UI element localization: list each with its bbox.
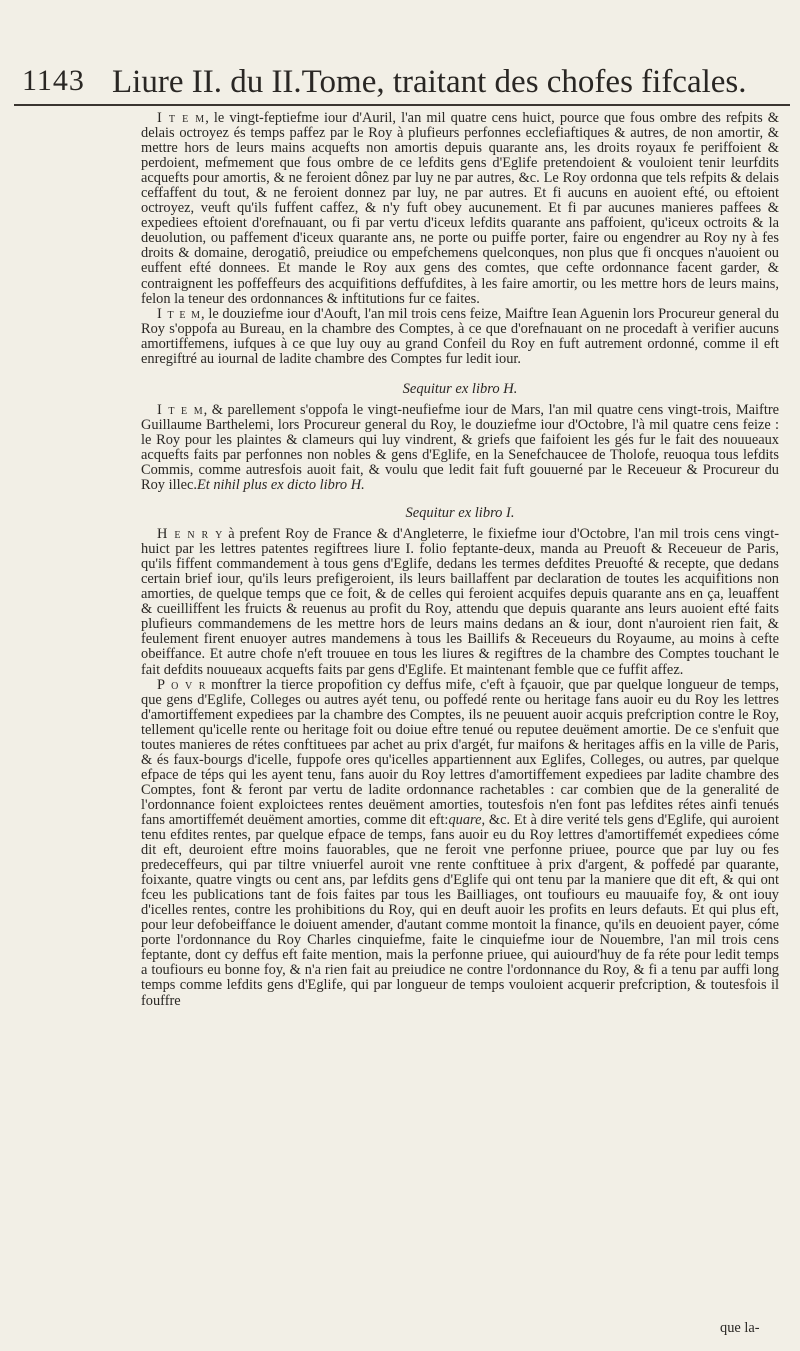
paragraph-lead: H e n r y bbox=[157, 526, 224, 543]
header-rule bbox=[14, 104, 790, 106]
paragraph-lead: I t e m bbox=[157, 401, 204, 418]
paragraph-lead: P o v r bbox=[157, 676, 207, 693]
section-heading-i: Sequitur ex libro I. bbox=[405, 505, 515, 522]
paragraph-item-2 bbox=[141, 307, 779, 367]
paragraph-text-continued: , &c. Et à dire verité tels gens d'Eglife, qui auroient tenu efdites rentes, par quelque efpace de temps, fans auoir eu du Roy lettres d'amortiffemét expediees cóme dit eft, deuroient eftre moins fauorables, que ne feroit vne perfonne priuee, pource que par luy ou fes predeceffeurs, qui par tiltre vniuerfel auroit vne rente conftituee à prix d'argent, & poffedé par quarante, foixante, quatre vingts ou cent ans, par lefdits gens d'Eglife qui ont tenu par la maniere que dit eft, & qui ont fceu les publications tant de fois faites par tous les Bailliages, ont toufiours eu mauuaife foy, & ont iouy d'icelles rentes, contre les prohibitions du Roy, qui en deuft auoir les profits en leurs defauts. Et qui plus eft, pour leur defobeiffance le doiuent amender, d'autant comme montoit la finance, qu'ils en deuoient payer, cóme porte l'ordonnance du Roy Charles cinquiefme, faite le cinquiefme iour de Nouembre, l'an mil trois cens feptante, dont cy deffus eft faite mention, mais la perfonne priuee, qui auiourd'huy de fa réte pour ledit temps a toufiours eu bonne foy, & n'a rien fait au preiudice ne contre l'ordonnance du Roy, & fi a tenu par auffi long temps comme lefdits gens d'Eglife, qui par longueur de temps vouloient acquerir prefcription, & toutesfois il fouffre bbox=[141, 811, 779, 1009]
paragraph-lead: I t e m bbox=[157, 305, 202, 322]
running-header bbox=[0, 0, 800, 110]
paragraph-tail: Et nihil plus ex dicto libro H. bbox=[196, 477, 365, 494]
paragraph-text: monftrer la tierce propofition cy deffus mife, c'eft à fçauoir, que par quelque longueur de temps, que gens d'Eglife, Colleges ou autres ayét tenu, ou poffedé rente ou heritage fans auoir eu du Roy les lettres d'amortiffement expediees par la chambre des Comptes, ils ne peuuent auoir acquis prefcription contre le Roy, tellement qu'icelle rente ou heritage foit ou doiue eftre tenué ou reputee deuëment amortie. De ce s'enfuit que toutes manieres de rétes conftituees par achet au prix d'argét, fur maifons & heritages affis en la ville de Paris, & és faux-bourgs d'icelle, fuppofe ores qu'icelles appartiennent aux Eglifes, Colleges, ou autres, par quelque efpace de téps qui les ayent tenu, fans auoir du Roy lettres d'amortiffement expediees par ladite chambre des Comptes, font & feront par vertu de ladite ordonnance rachetables : car combien que de la generalité de l'ordonnance foient exploictees rentes deuëment amorties, toutesfois n'en font pas lefdites rétes ainfi tenués fans amortiffemét deuëment amorties, comme dit eft: bbox=[141, 676, 779, 828]
paragraph-text: , le vingt-feptiefme iour d'Auril, l'an mil quatre cens huict, pource que fous ombre des refpits & delais octroyez és temps paffez par le Roy à plufieurs perfonnes ecclefiaftiques & autres, de non amortir, & mettre hors de leurs mains acquefts non amortis depuis quarante ans, les droits royaux fe periffoient & perdoient, mefmement que fous ombre de ce lefdits gens d'Eglife pretendoient & vouloient tenir leurfdits acquefts pour amortis, & ne feroient dônez par luy ne par autres, &c. Le Roy ordonna que tels refpits & delais ceffaffent du tout, & ne feroient donnez par luy, ne par autres. Et fi aucuns en auoient efté, ou eftoient octroyez, veuft qu'ils fuffent caffez, & n'y fuft obey aucunement. Et fi par aucunes manieres paffees & expediees eftoient d'orefnauant, ou fi par vertu d'iceux lefdits quarante ans paffoient, qu'iceux octroits & la deuolution, ou paffement d'iceux quarante ans, ne porte ou puiffe porter, faire ou engendrer au Roy ny à fes droits & domaine, derogatiô, preiudice ou empefchemens quelconques, non plus que fi oncques n'auoient ou euffent efté donnees. Et mande le Roy aux gens des comtes, que cefte ordonnance facent garder, & contraignent les poffeffeurs des acquifitions deffufdites, à les faire amortir, ou les mettre hors de leurs mains, felon la teneur des ordonnances & inftitutions fur ce faites. bbox=[141, 110, 779, 307]
paragraph-lead: I t e m bbox=[157, 110, 206, 126]
catchword: que la- bbox=[720, 1320, 760, 1336]
main-text bbox=[141, 111, 779, 1009]
page-number: 1143 bbox=[22, 64, 85, 97]
running-title: Liure II. du II.Tome, traitant des chofes fifcales. bbox=[112, 64, 747, 100]
paragraph-text: à prefent Roy de France & d'Angleterre, le fixiefme iour d'Octobre, l'an mil trois cens vingt-huict par les lettres patentes regiftrees liure I. folio feptante-deux, manda au Preuoft & Receueur de Paris, qu'ils fiffent commandement à tous gens d'Eglife, dedans les termes defdites Preuofté & recepte, que dedans certain brief iour, qu'ils leurs prefigeroient, ils leurs baillaffent par declaration de toutes les acquifitions non amorties, de quelque temps que ce foit, & de celles qui feroient acquifes depuis quarante ans en ça, leuaffent & cueilliffent les fruicts & reuenus au profit du Roy, attendu que depuis quarante ans leurs auoient efté faits plufieurs commandemens de les mettre hors de leurs mains dedans an & iour, dont n'auroient rien fait, & feulement firent enuoyer autres mandemens à tous les Baillifs & Receueurs du Royaume, au moins à cefte obeiffance. Et autre chofe n'eft trouuee en tous les liures & regiftres de la chambre des Comptes touchant le fait defdits nouueaux acquefts faits par gens d'Eglife. Et maintenant femble que ce fuffit affez. bbox=[141, 526, 779, 678]
paragraph-item-1 bbox=[141, 111, 779, 307]
paragraph-item-5 bbox=[141, 678, 779, 1009]
section-heading-h: Sequitur ex libro H. bbox=[402, 380, 518, 397]
paragraph-italic: quare bbox=[448, 811, 482, 828]
paragraph-text: , le douziefme iour d'Aouft, l'an mil trois cens feize, Maiftre Iean Aguenin lors Procureur general du Roy s'oppofa au Bureau, en la chambre des Comptes, à ce que d'orefnauant on ne procedaft à verifier aucuns amortiffemens, iufques à ce que luy ouy au grand Confeil du Roy en fuft autrement ordonné, comme il eft enregiftré au iournal de ladite chambre des Comptes fur ledit iour. bbox=[141, 305, 779, 367]
paragraph-text: , & parellement s'oppofa le vingt-neufiefme iour de Mars, l'an mil quatre cens vingt-trois, Maiftre Guillaume Barthelemi, lors Procureur general du Roy, le douziefme iour d'Octobre, l'à mil quatre cens feize : le Roy pour les plaintes & clameurs qui luy vindrent, & griefs que faifoient les gés fur le fait des nouueaux acquefts faits par perfonnes non nobles & gens d'Eglife, en la Senefchaucee de Tholofe, reuoqua tous lefdits Commis, comme autresfois auoit fait, & voulu que ledit fait fuft gouuerné par le Receueur & Procureur du Roy illec. bbox=[141, 401, 779, 494]
paragraph-item-4 bbox=[141, 527, 779, 677]
paragraph-item-3 bbox=[141, 403, 779, 493]
